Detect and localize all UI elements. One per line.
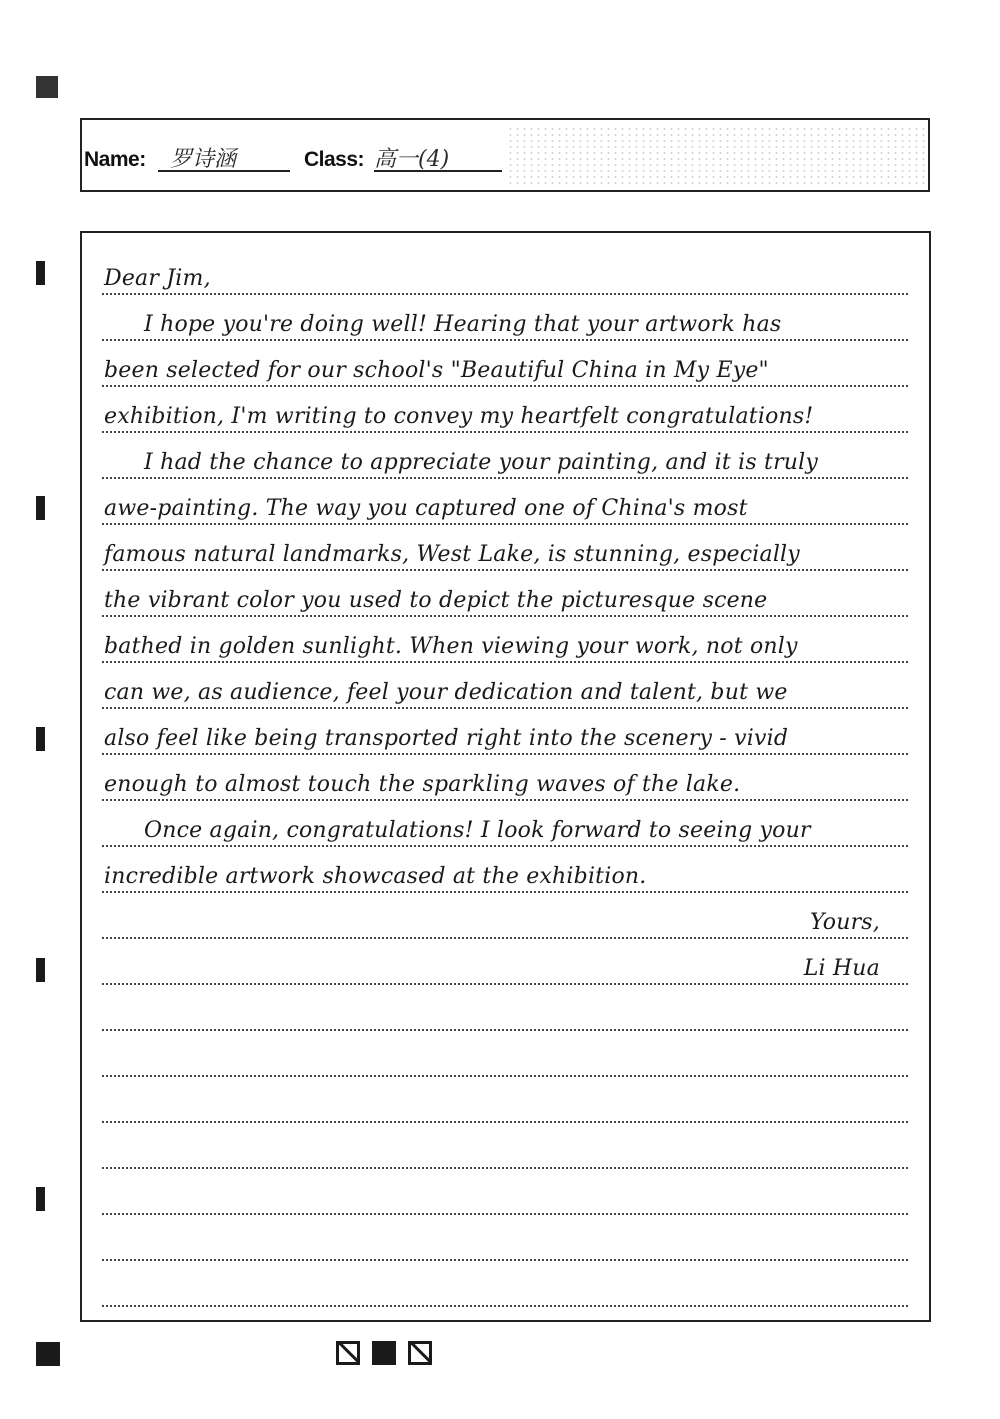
writing-line — [102, 1261, 908, 1307]
writing-line — [102, 663, 908, 709]
side-timing-mark — [36, 727, 45, 751]
writing-line — [102, 295, 908, 341]
scan-noise — [507, 126, 927, 188]
writing-line — [102, 525, 908, 571]
letter-text: enough to almost touch the sparkling waves of the lake. — [104, 772, 741, 797]
side-timing-mark — [36, 261, 45, 285]
writing-line — [102, 249, 908, 295]
filled-box-mark — [372, 1341, 396, 1365]
writing-line — [102, 1077, 908, 1123]
writing-line — [102, 387, 908, 433]
letter-text: Once again, congratulations! I look forward to seeing your — [144, 818, 811, 843]
writing-line — [102, 1169, 908, 1215]
writing-line — [102, 617, 908, 663]
writing-line — [102, 571, 908, 617]
side-timing-mark — [36, 496, 45, 520]
letter-text: I hope you're doing well! Hearing that your artwork has — [144, 312, 782, 337]
letter-text: Li Hua — [803, 956, 880, 981]
letter-text: Yours, — [809, 910, 880, 935]
name-value[interactable]: 罗诗涵 — [170, 147, 237, 172]
letter-text: I had the chance to appreciate your painting, and it is truly — [144, 450, 819, 475]
letter-text: bathed in golden sunlight. When viewing your work, not only — [104, 634, 798, 659]
class-value[interactable]: 高一(4) — [374, 147, 450, 172]
writing-line — [102, 341, 908, 387]
side-timing-mark — [36, 1187, 45, 1211]
letter-text: can we, as audience, feel your dedication and talent, but we — [104, 680, 788, 705]
student-info-box — [80, 118, 930, 192]
writing-line — [102, 939, 908, 985]
writing-line — [102, 1215, 908, 1261]
writing-line — [102, 801, 908, 847]
letter-text: incredible artwork showcased at the exhibition. — [104, 864, 647, 889]
letter-text: Dear Jim, — [104, 266, 211, 291]
letter-text: awe-painting. The way you captured one of China's most — [104, 496, 748, 521]
name-label: Name: — [84, 148, 146, 171]
writing-line — [102, 847, 908, 893]
letter-text: famous natural landmarks, West Lake, is stunning, especially — [104, 542, 800, 567]
slashed-box-mark — [408, 1341, 432, 1365]
writing-line — [102, 479, 908, 525]
writing-line — [102, 433, 908, 479]
letter-text: been selected for our school's "Beautiful China in My Eye" — [104, 358, 769, 383]
writing-line — [102, 755, 908, 801]
writing-line — [102, 1031, 908, 1077]
class-label: Class: — [304, 148, 365, 171]
writing-line — [102, 1123, 908, 1169]
letter-text: the vibrant color you used to depict the picturesque scene — [104, 588, 768, 613]
writing-line — [102, 709, 908, 755]
corner-alignment-mark — [36, 76, 58, 98]
slashed-box-mark — [336, 1341, 360, 1365]
side-timing-mark — [36, 958, 45, 982]
letter-text: also feel like being transported right into the scenery - vivid — [104, 726, 789, 751]
writing-line — [102, 893, 908, 939]
writing-area[interactable] — [80, 231, 931, 1322]
corner-alignment-mark — [36, 1342, 60, 1366]
writing-line — [102, 985, 908, 1031]
letter-text: exhibition, I'm writing to convey my heartfelt congratulations! — [104, 404, 814, 429]
